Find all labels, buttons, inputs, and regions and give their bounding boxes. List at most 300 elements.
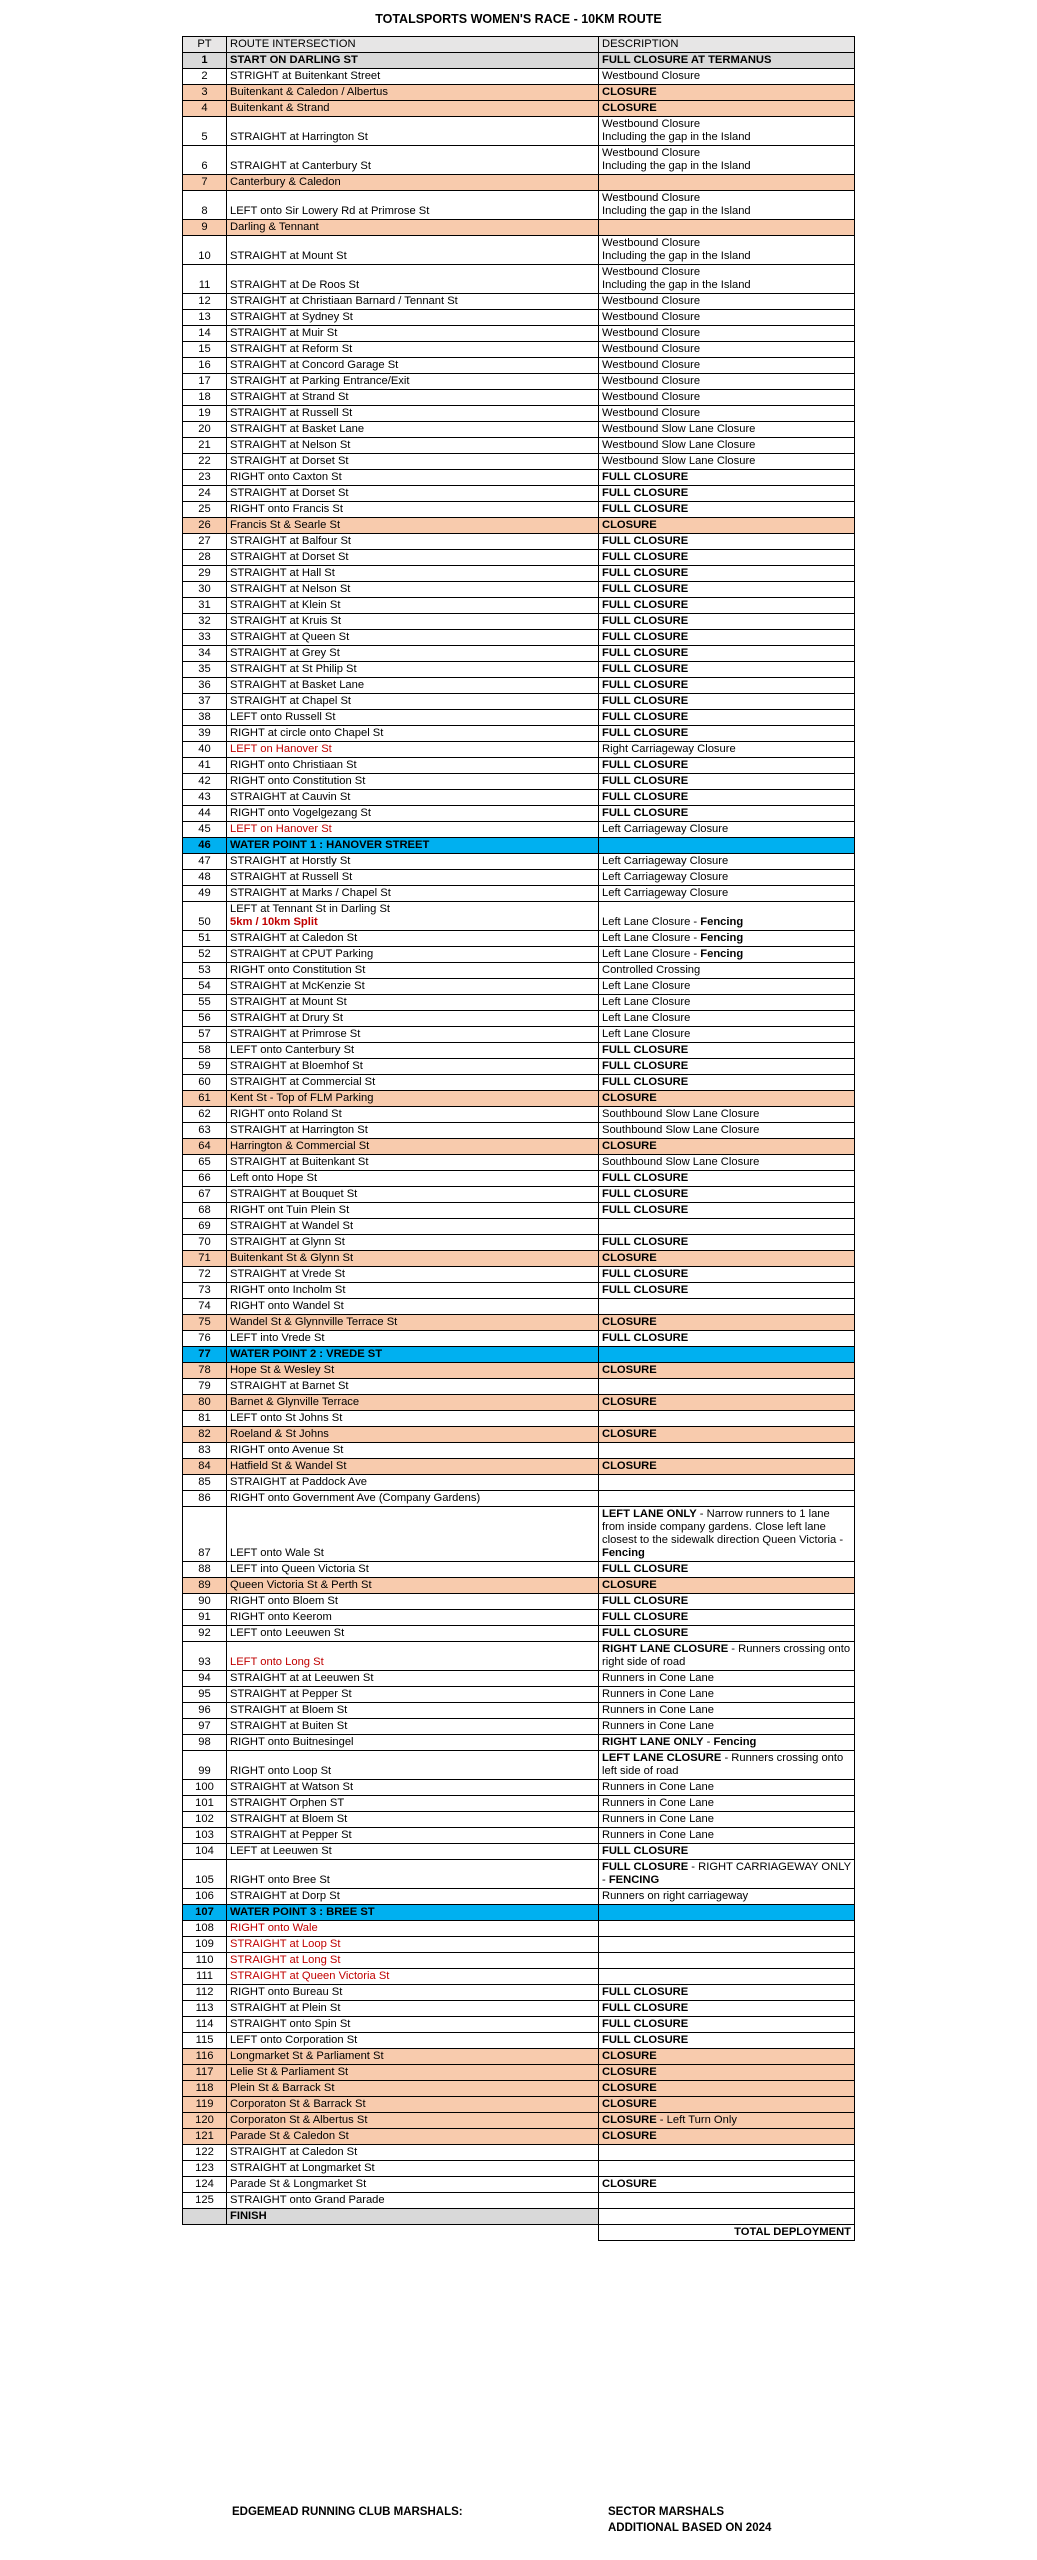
row-desc-text: - bbox=[703, 1736, 714, 1748]
row-pt: 75 bbox=[183, 1315, 227, 1331]
row-pt: 108 bbox=[183, 1921, 227, 1937]
row-desc-line2: Including the gap in the Island bbox=[602, 131, 751, 143]
table-row bbox=[183, 2145, 855, 2161]
row-description bbox=[599, 1735, 855, 1751]
row-pt: 31 bbox=[183, 598, 227, 614]
table-row bbox=[183, 310, 855, 326]
row-route-text: STRAIGHT at Watson St bbox=[230, 1781, 354, 1793]
row-route bbox=[227, 1171, 599, 1187]
table-row bbox=[183, 390, 855, 406]
row-route-text: STRAIGHT at Harrington St bbox=[230, 131, 368, 143]
row-route bbox=[227, 1139, 599, 1155]
row-desc-text: FULL CLOSURE bbox=[602, 695, 689, 707]
table-row bbox=[183, 1427, 855, 1443]
row-desc-text: FULL CLOSURE bbox=[602, 487, 689, 499]
row-pt: 124 bbox=[183, 2177, 227, 2193]
row-route-text: LEFT onto Corporation St bbox=[230, 2034, 358, 2046]
table-row bbox=[183, 1155, 855, 1171]
row-description bbox=[599, 2097, 855, 2113]
row-pt: 93 bbox=[183, 1642, 227, 1671]
row-desc-bold-lead: CLOSURE bbox=[602, 2114, 657, 2126]
row-route bbox=[227, 342, 599, 358]
row-description bbox=[599, 2113, 855, 2129]
row-route-text: Left onto Hope St bbox=[230, 1172, 318, 1184]
table-row bbox=[183, 1187, 855, 1203]
table-row bbox=[183, 1844, 855, 1860]
row-route bbox=[227, 2001, 599, 2017]
row-desc-text: FULL CLOSURE bbox=[602, 2018, 689, 2030]
row-pt: 83 bbox=[183, 1443, 227, 1459]
table-row bbox=[183, 2033, 855, 2049]
table-row bbox=[183, 2177, 855, 2193]
row-description bbox=[599, 662, 855, 678]
row-description bbox=[599, 1139, 855, 1155]
row-pt: 7 bbox=[183, 175, 227, 191]
row-description bbox=[599, 1331, 855, 1347]
row-pt: 52 bbox=[183, 947, 227, 963]
row-pt: 62 bbox=[183, 1107, 227, 1123]
row-desc-text: Left Lane Closure bbox=[602, 980, 691, 992]
table-row bbox=[183, 2065, 855, 2081]
row-route-text: STRAIGHT at Barnet St bbox=[230, 1380, 349, 1392]
row-description bbox=[599, 358, 855, 374]
row-desc-text: Left Carriageway Closure bbox=[602, 871, 729, 883]
row-desc-text: Westbound Closure bbox=[602, 118, 701, 130]
row-pt: 48 bbox=[183, 870, 227, 886]
row-route bbox=[227, 1027, 599, 1043]
row-pt: 46 bbox=[183, 838, 227, 854]
table-row bbox=[183, 1985, 855, 2001]
row-route-text: STRAIGHT at Nelson St bbox=[230, 439, 351, 451]
table-row bbox=[183, 2081, 855, 2097]
table-row bbox=[183, 774, 855, 790]
row-desc-text: Controlled Crossing bbox=[602, 964, 701, 976]
table-row bbox=[183, 758, 855, 774]
row-desc-text: Runners in Cone Lane bbox=[602, 1813, 714, 1825]
row-pt: 29 bbox=[183, 566, 227, 582]
row-route bbox=[227, 1719, 599, 1735]
row-pt: 85 bbox=[183, 1475, 227, 1491]
row-pt: 87 bbox=[183, 1507, 227, 1562]
row-route-text: STRAIGHT at Nelson St bbox=[230, 583, 351, 595]
row-description bbox=[599, 1889, 855, 1905]
row-route bbox=[227, 1219, 599, 1235]
table-row bbox=[183, 947, 855, 963]
row-pt: 78 bbox=[183, 1363, 227, 1379]
row-desc-text: FULL CLOSURE bbox=[602, 1611, 689, 1623]
row-description bbox=[599, 931, 855, 947]
row-desc-text: FULL CLOSURE bbox=[602, 503, 689, 515]
row-description bbox=[599, 470, 855, 486]
row-route bbox=[227, 790, 599, 806]
table-row bbox=[183, 85, 855, 101]
row-route-text: STRAIGHT at Basket Lane bbox=[230, 679, 365, 691]
row-route-text: STRAIGHT at Reform St bbox=[230, 343, 353, 355]
row-route-text: STRAIGHT at Mount St bbox=[230, 250, 347, 262]
row-pt: 74 bbox=[183, 1299, 227, 1315]
row-pt: 92 bbox=[183, 1626, 227, 1642]
row-route-text: STRAIGHT at Hall St bbox=[230, 567, 335, 579]
row-route bbox=[227, 2145, 599, 2161]
table-row bbox=[183, 2193, 855, 2209]
total-deployment-label: TOTAL DEPLOYMENT bbox=[599, 2225, 855, 2241]
row-description bbox=[599, 1347, 855, 1363]
row-route-text: STRAIGHT at Concord Garage St bbox=[230, 359, 399, 371]
row-route-text: RIGHT onto Bree St bbox=[230, 1874, 330, 1886]
table-row bbox=[183, 1219, 855, 1235]
table-row bbox=[183, 236, 855, 265]
row-route-text: STRAIGHT at Drury St bbox=[230, 1012, 343, 1024]
row-route-text: STRAIGHT at Bloem St bbox=[230, 1813, 348, 1825]
row-desc-text: Left Lane Closure bbox=[602, 1012, 691, 1024]
table-row bbox=[183, 2161, 855, 2177]
row-route-text: WATER POINT 3 : BREE ST bbox=[230, 1906, 375, 1918]
row-route bbox=[227, 1812, 599, 1828]
row-route bbox=[227, 694, 599, 710]
row-desc-text: FULL CLOSURE bbox=[602, 2002, 689, 2014]
row-pt: 43 bbox=[183, 790, 227, 806]
row-description bbox=[599, 2161, 855, 2177]
table-row bbox=[183, 486, 855, 502]
row-pt: 27 bbox=[183, 534, 227, 550]
row-desc-text: FULL CLOSURE bbox=[602, 727, 689, 739]
row-pt: 55 bbox=[183, 995, 227, 1011]
row-desc-text: Westbound Closure bbox=[602, 327, 701, 339]
row-description bbox=[599, 406, 855, 422]
table-row bbox=[183, 1043, 855, 1059]
row-route bbox=[227, 2065, 599, 2081]
row-desc-bold-tail: Fencing bbox=[713, 1736, 757, 1748]
row-desc-text: FULL CLOSURE bbox=[602, 2034, 689, 2046]
row-route bbox=[227, 1626, 599, 1642]
row-pt: 106 bbox=[183, 1889, 227, 1905]
row-pt: 80 bbox=[183, 1395, 227, 1411]
row-desc-line2: Including the gap in the Island bbox=[602, 250, 751, 262]
row-description bbox=[599, 1562, 855, 1578]
row-desc-text: CLOSURE bbox=[602, 1140, 657, 1152]
row-route bbox=[227, 630, 599, 646]
row-route-text: RIGHT onto Wandel St bbox=[230, 1300, 344, 1312]
row-pt: 24 bbox=[183, 486, 227, 502]
table-row bbox=[183, 374, 855, 390]
row-route bbox=[227, 1395, 599, 1411]
row-desc-text: Westbound Closure bbox=[602, 192, 701, 204]
table-row bbox=[183, 1251, 855, 1267]
row-pt: 3 bbox=[183, 85, 227, 101]
table-row bbox=[183, 1905, 855, 1921]
table-row bbox=[183, 963, 855, 979]
header-route: ROUTE INTERSECTION bbox=[227, 37, 599, 53]
row-route-text: STRAIGHT at Bloemhof St bbox=[230, 1060, 363, 1072]
row-desc-text: Left Lane Closure bbox=[602, 1028, 691, 1040]
row-route bbox=[227, 1075, 599, 1091]
finish-row bbox=[183, 2209, 855, 2225]
row-desc-text: FULL CLOSURE bbox=[602, 1986, 689, 1998]
row-pt: 17 bbox=[183, 374, 227, 390]
row-description bbox=[599, 1203, 855, 1219]
table-row bbox=[183, 630, 855, 646]
row-route-text: Buitenkant St & Glynn St bbox=[230, 1252, 354, 1264]
row-desc-text: FULL CLOSURE bbox=[602, 807, 689, 819]
row-desc-text: FULL CLOSURE bbox=[602, 1172, 689, 1184]
row-desc-text: CLOSURE bbox=[602, 2066, 657, 2078]
row-pt: 84 bbox=[183, 1459, 227, 1475]
row-pt: 8 bbox=[183, 191, 227, 220]
row-route-text: RIGHT onto Roland St bbox=[230, 1108, 342, 1120]
row-desc-line2: Including the gap in the Island bbox=[602, 205, 751, 217]
row-route-text: LEFT at Tennant St in Darling St bbox=[230, 903, 391, 915]
row-desc-text: CLOSURE bbox=[602, 2082, 657, 2094]
row-route-text: STRAIGHT at Wandel St bbox=[230, 1220, 354, 1232]
row-route bbox=[227, 1828, 599, 1844]
row-description bbox=[599, 1123, 855, 1139]
row-pt: 71 bbox=[183, 1251, 227, 1267]
row-description bbox=[599, 806, 855, 822]
row-route-text: Parade St & Longmarket St bbox=[230, 2178, 367, 2190]
table-row bbox=[183, 1363, 855, 1379]
row-pt: 114 bbox=[183, 2017, 227, 2033]
table-row bbox=[183, 1059, 855, 1075]
table-row bbox=[183, 1283, 855, 1299]
row-pt: 22 bbox=[183, 454, 227, 470]
row-route bbox=[227, 931, 599, 947]
table-row bbox=[183, 69, 855, 85]
row-pt: 99 bbox=[183, 1751, 227, 1780]
row-description bbox=[599, 2145, 855, 2161]
row-desc-text: Left Lane Closure - bbox=[602, 948, 701, 960]
row-desc-text: Westbound Closure bbox=[602, 375, 701, 387]
table-row bbox=[183, 1075, 855, 1091]
row-pt: 123 bbox=[183, 2161, 227, 2177]
row-desc-text: FULL CLOSURE bbox=[602, 1076, 689, 1088]
row-desc-text: Runners in Cone Lane bbox=[602, 1829, 714, 1841]
row-route bbox=[227, 2033, 599, 2049]
row-pt: 88 bbox=[183, 1562, 227, 1578]
row-description bbox=[599, 1363, 855, 1379]
row-desc-text: - Narrow runners to 1 lane from inside company gardens. Close left lane closest to the sidewalk direction Queen Victoria - bbox=[602, 1508, 844, 1546]
row-description bbox=[599, 1219, 855, 1235]
row-desc-text: FULL CLOSURE bbox=[602, 1204, 689, 1216]
row-route-text: WATER POINT 2 : VREDE ST bbox=[230, 1348, 383, 1360]
row-pt: 15 bbox=[183, 342, 227, 358]
row-desc-text: FULL CLOSURE bbox=[602, 1044, 689, 1056]
row-description bbox=[599, 1395, 855, 1411]
row-description bbox=[599, 1719, 855, 1735]
row-route-text: WATER POINT 1 : HANOVER STREET bbox=[230, 839, 430, 851]
table-row bbox=[183, 2017, 855, 2033]
row-route-text: RIGHT onto Keerom bbox=[230, 1611, 332, 1623]
table-row bbox=[183, 1921, 855, 1937]
row-route bbox=[227, 1751, 599, 1780]
row-desc-line2: Including the gap in the Island bbox=[602, 279, 751, 291]
row-route-text: RIGHT at circle onto Chapel St bbox=[230, 727, 384, 739]
row-route-text: STRAIGHT at Buitenkant St bbox=[230, 1156, 369, 1168]
row-pt: 111 bbox=[183, 1969, 227, 1985]
row-desc-bold-tail: Fencing bbox=[700, 916, 744, 928]
row-route bbox=[227, 1796, 599, 1812]
table-row bbox=[183, 1562, 855, 1578]
row-description bbox=[599, 2193, 855, 2209]
table-row bbox=[183, 1671, 855, 1687]
row-route-text: STRAIGHT at Queen St bbox=[230, 631, 350, 643]
row-route-text: STRAIGHT at Dorset St bbox=[230, 551, 349, 563]
row-pt: 79 bbox=[183, 1379, 227, 1395]
row-route-text: RIGHT onto Loop St bbox=[230, 1765, 332, 1777]
row-pt: 21 bbox=[183, 438, 227, 454]
row-route bbox=[227, 1251, 599, 1267]
row-pt: 103 bbox=[183, 1828, 227, 1844]
row-description bbox=[599, 1251, 855, 1267]
table-row bbox=[183, 1491, 855, 1507]
row-route bbox=[227, 2161, 599, 2177]
row-route-text: Harrington & Commercial St bbox=[230, 1140, 370, 1152]
row-pt: 100 bbox=[183, 1780, 227, 1796]
row-pt: 32 bbox=[183, 614, 227, 630]
row-route-text: STRAIGHT at Caledon St bbox=[230, 932, 358, 944]
row-pt: 82 bbox=[183, 1427, 227, 1443]
route-table bbox=[182, 36, 855, 2241]
row-pt: 36 bbox=[183, 678, 227, 694]
row-route-text: LEFT onto Leeuwen St bbox=[230, 1627, 345, 1639]
row-desc-text: FULL CLOSURE bbox=[602, 631, 689, 643]
table-row bbox=[183, 1796, 855, 1812]
row-description bbox=[599, 374, 855, 390]
row-description bbox=[599, 1594, 855, 1610]
table-row bbox=[183, 406, 855, 422]
row-desc-text: CLOSURE bbox=[602, 2050, 657, 2062]
row-route bbox=[227, 1860, 599, 1889]
table-row bbox=[183, 1443, 855, 1459]
row-description bbox=[599, 1812, 855, 1828]
row-route bbox=[227, 726, 599, 742]
row-route bbox=[227, 1507, 599, 1562]
row-route bbox=[227, 1331, 599, 1347]
row-route-text: STRAIGHT at Dorset St bbox=[230, 487, 349, 499]
row-description bbox=[599, 614, 855, 630]
row-route bbox=[227, 1011, 599, 1027]
row-route bbox=[227, 191, 599, 220]
row-route-text: LEFT onto Sir Lowery Rd at Primrose St bbox=[230, 205, 430, 217]
row-pt: 40 bbox=[183, 742, 227, 758]
row-desc-text: CLOSURE bbox=[602, 2098, 657, 2110]
row-route bbox=[227, 1043, 599, 1059]
row-route bbox=[227, 1411, 599, 1427]
row-pt: 64 bbox=[183, 1139, 227, 1155]
row-route bbox=[227, 265, 599, 294]
row-route bbox=[227, 2081, 599, 2097]
row-route bbox=[227, 1475, 599, 1491]
row-route bbox=[227, 518, 599, 534]
table-row bbox=[183, 1123, 855, 1139]
row-route-text: STRAIGHT at Buiten St bbox=[230, 1720, 348, 1732]
row-desc-text: FULL CLOSURE AT TERMANUS bbox=[602, 54, 772, 66]
row-route-text: STRAIGHT at Long St bbox=[230, 1954, 341, 1966]
row-desc-text: FULL CLOSURE bbox=[602, 711, 689, 723]
row-pt: 39 bbox=[183, 726, 227, 742]
row-route-text: LEFT into Vrede St bbox=[230, 1332, 325, 1344]
row-desc-text: CLOSURE bbox=[602, 1460, 657, 1472]
row-desc-text: CLOSURE bbox=[602, 2130, 657, 2142]
row-pt: 122 bbox=[183, 2145, 227, 2161]
row-route-text: RIGHT onto Incholm St bbox=[230, 1284, 346, 1296]
row-route bbox=[227, 534, 599, 550]
row-description bbox=[599, 1299, 855, 1315]
row-desc-text: Runners in Cone Lane bbox=[602, 1781, 714, 1793]
row-route-text: RIGHT onto Government Ave (Company Gardens) bbox=[230, 1492, 481, 1504]
row-route-text: RIGHT onto Vogelgezang St bbox=[230, 807, 371, 819]
table-header-row bbox=[183, 37, 855, 53]
row-pt: 117 bbox=[183, 2065, 227, 2081]
row-route bbox=[227, 1155, 599, 1171]
row-route-text: STRAIGHT at Bouquet St bbox=[230, 1188, 358, 1200]
row-route-text: STRAIGHT at De Roos St bbox=[230, 279, 360, 291]
row-desc-text: FULL CLOSURE bbox=[602, 1188, 689, 1200]
row-pt: 98 bbox=[183, 1735, 227, 1751]
table-row bbox=[183, 1235, 855, 1251]
table-row bbox=[183, 646, 855, 662]
row-description bbox=[599, 790, 855, 806]
row-description bbox=[599, 175, 855, 191]
row-desc-text: - Runners crossing onto left side of road bbox=[602, 1752, 844, 1777]
row-description bbox=[599, 534, 855, 550]
row-desc-text: Westbound Slow Lane Closure bbox=[602, 423, 756, 435]
row-description bbox=[599, 502, 855, 518]
row-desc-text: Left Carriageway Closure bbox=[602, 887, 729, 899]
row-route bbox=[227, 2017, 599, 2033]
row-route-text: STRAIGHT at CPUT Parking bbox=[230, 948, 374, 960]
row-pt: 41 bbox=[183, 758, 227, 774]
row-description bbox=[599, 758, 855, 774]
table-row bbox=[183, 422, 855, 438]
row-pt: 104 bbox=[183, 1844, 227, 1860]
table-row bbox=[183, 710, 855, 726]
row-route bbox=[227, 646, 599, 662]
row-description bbox=[599, 2177, 855, 2193]
row-description bbox=[599, 518, 855, 534]
table-row bbox=[183, 117, 855, 146]
row-desc-text: CLOSURE bbox=[602, 1364, 657, 1376]
row-route-text: STRAIGHT at Glynn St bbox=[230, 1236, 345, 1248]
table-row bbox=[183, 598, 855, 614]
row-route bbox=[227, 710, 599, 726]
row-desc-text: FULL CLOSURE bbox=[602, 615, 689, 627]
row-route-text: LEFT on Hanover St bbox=[230, 743, 332, 755]
row-desc-bold-lead: RIGHT LANE ONLY bbox=[602, 1736, 704, 1748]
table-row bbox=[183, 1719, 855, 1735]
row-description bbox=[599, 2129, 855, 2145]
row-description bbox=[599, 1075, 855, 1091]
row-route-text: STRAIGHT at Canterbury St bbox=[230, 160, 371, 172]
row-pt: 54 bbox=[183, 979, 227, 995]
row-description bbox=[599, 1411, 855, 1427]
table-row bbox=[183, 358, 855, 374]
row-description bbox=[599, 146, 855, 175]
row-route bbox=[227, 422, 599, 438]
row-route bbox=[227, 678, 599, 694]
row-route bbox=[227, 1091, 599, 1107]
row-route bbox=[227, 1985, 599, 2001]
row-pt: 90 bbox=[183, 1594, 227, 1610]
row-desc-text: Left Carriageway Closure bbox=[602, 823, 729, 835]
table-row bbox=[183, 694, 855, 710]
table-row bbox=[183, 265, 855, 294]
row-route bbox=[227, 902, 599, 931]
row-pt: 34 bbox=[183, 646, 227, 662]
row-desc-text: FULL CLOSURE bbox=[602, 1563, 689, 1575]
row-desc-text: FULL CLOSURE bbox=[602, 1268, 689, 1280]
row-route-text: LEFT onto Long St bbox=[230, 1656, 324, 1668]
footer-additional: ADDITIONAL BASED ON 2024 bbox=[608, 2522, 772, 2534]
